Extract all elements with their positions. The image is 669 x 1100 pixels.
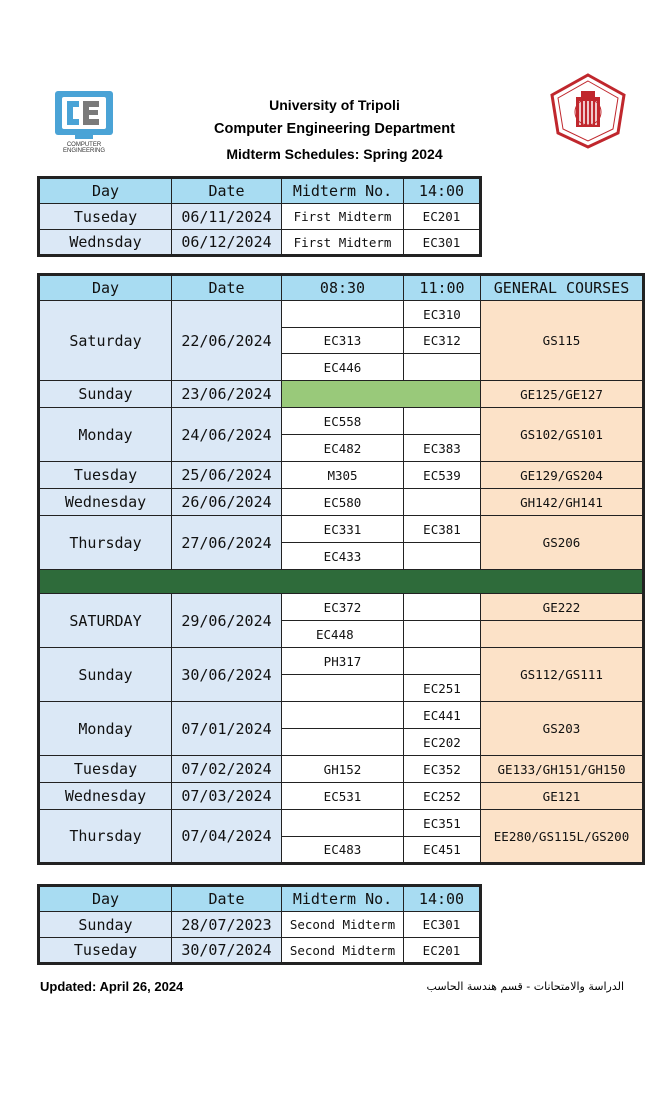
course-0830: EC531 — [282, 783, 404, 810]
general-course: GS102/GS101 — [481, 408, 644, 462]
course-0830 — [282, 675, 404, 702]
date-cell: 27/06/2024 — [172, 516, 282, 570]
general-course: GE222 — [481, 594, 644, 621]
general-course: GE129/GS204 — [481, 462, 644, 489]
day-cell: Monday — [39, 702, 172, 756]
day-cell: Tuseday — [39, 204, 172, 230]
general-course: GE121 — [481, 783, 644, 810]
midterm-cell: Second Midterm — [282, 912, 404, 938]
day-cell: Wednesday — [39, 489, 172, 516]
header-day: Day — [39, 178, 172, 204]
course-0830 — [282, 301, 404, 328]
date-cell: 07/04/2024 — [172, 810, 282, 864]
course-0830: EC433 — [282, 543, 404, 570]
no-exam-slot — [282, 381, 481, 408]
day-cell: Thursday — [39, 810, 172, 864]
day-cell: Tuseday — [39, 938, 172, 964]
general-course: EE280/GS115L/GS200 — [481, 810, 644, 864]
date-cell: 24/06/2024 — [172, 408, 282, 462]
course-0830: PH317 — [282, 648, 404, 675]
course-1100 — [404, 489, 481, 516]
day-cell: Wednesday — [39, 783, 172, 810]
date-cell: 07/01/2024 — [172, 702, 282, 756]
date-cell: 25/06/2024 — [172, 462, 282, 489]
course-1100: EC251 — [404, 675, 481, 702]
course-0830: GH152 — [282, 756, 404, 783]
header-day: Day — [39, 275, 172, 301]
date-cell: 30/06/2024 — [172, 648, 282, 702]
course-1100 — [404, 621, 481, 648]
general-course: GS203 — [481, 702, 644, 756]
day-cell: Wednsday — [39, 230, 172, 256]
header-general: GENERAL COURSES — [481, 275, 644, 301]
week-separator — [39, 570, 644, 594]
course-0830: EC483 — [282, 837, 404, 864]
day-cell: Saturday — [39, 301, 172, 381]
course-0830: EC448 — [282, 621, 404, 648]
department-footer: الدراسة والامتحانات - قسم هندسة الحاسب — [426, 980, 624, 993]
general-course: GE133/GH151/GH150 — [481, 756, 644, 783]
header-time: 14:00 — [404, 178, 481, 204]
course-1100 — [404, 648, 481, 675]
course-0830: M305 — [282, 462, 404, 489]
university-name: University of Tripoli — [269, 97, 400, 113]
day-cell: Sunday — [39, 648, 172, 702]
course-0830 — [282, 702, 404, 729]
general-course: GE125/GE127 — [481, 381, 644, 408]
day-cell: Tuesday — [39, 462, 172, 489]
date-cell: 30/07/2024 — [172, 938, 282, 964]
course-0830: EC482 — [282, 435, 404, 462]
header-date: Date — [172, 178, 282, 204]
midterm-cell: First Midterm — [282, 230, 404, 256]
day-cell: Sunday — [39, 381, 172, 408]
course-cell: EC301 — [404, 912, 481, 938]
course-1100: EC383 — [404, 435, 481, 462]
day-cell: Thursday — [39, 516, 172, 570]
course-1100 — [404, 543, 481, 570]
date-cell: 23/06/2024 — [172, 381, 282, 408]
course-1100 — [404, 354, 481, 381]
course-1100 — [404, 594, 481, 621]
course-1100: EC539 — [404, 462, 481, 489]
general-course: GS206 — [481, 516, 644, 570]
document-header — [0, 95, 669, 166]
updated-date: Updated: April 26, 2024 — [40, 979, 184, 994]
header-midterm: Midterm No. — [282, 178, 404, 204]
course-1100: EC381 — [404, 516, 481, 543]
course-1100: EC252 — [404, 783, 481, 810]
schedule-title: Midterm Schedules: Spring 2024 — [226, 146, 443, 162]
course-0830: EC313 — [282, 328, 404, 354]
department-name: Computer Engineering Department — [214, 121, 455, 137]
header-day: Day — [39, 886, 172, 912]
course-1100: EC352 — [404, 756, 481, 783]
course-0830: EC580 — [282, 489, 404, 516]
course-1100: EC310 — [404, 301, 481, 328]
header-date: Date — [172, 886, 282, 912]
date-cell: 07/02/2024 — [172, 756, 282, 783]
date-cell: 28/07/2023 — [172, 912, 282, 938]
course-0830 — [282, 729, 404, 756]
course-0830: EC558 — [282, 408, 404, 435]
midterm-cell: First Midterm — [282, 204, 404, 230]
date-cell: 06/11/2024 — [172, 204, 282, 230]
logo-text-1: COMPUTER — [66, 142, 102, 148]
date-cell: 22/06/2024 — [172, 301, 282, 381]
general-course: GS112/GS111 — [481, 648, 644, 702]
day-cell: Tuesday — [39, 756, 172, 783]
course-1100: EC202 — [404, 729, 481, 756]
general-course: GH142/GH141 — [481, 489, 644, 516]
course-0830: EC446 — [282, 354, 404, 381]
date-cell: 26/06/2024 — [172, 489, 282, 516]
date-cell: 29/06/2024 — [172, 594, 282, 648]
course-cell: EC201 — [404, 204, 481, 230]
day-cell: SATURDAY — [39, 594, 172, 648]
header-0830: 08:30 — [282, 275, 404, 301]
course-cell: EC301 — [404, 230, 481, 256]
course-1100: EC351 — [404, 810, 481, 837]
general-course-empty — [481, 621, 644, 648]
course-1100: EC312 — [404, 328, 481, 354]
course-0830: EC331 — [282, 516, 404, 543]
course-1100: EC441 — [404, 702, 481, 729]
course-1100 — [404, 408, 481, 435]
course-0830: EC372 — [282, 594, 404, 621]
header-1100: 11:00 — [404, 275, 481, 301]
main-schedule-table — [37, 273, 645, 865]
day-cell: Sunday — [39, 912, 172, 938]
date-cell: 06/12/2024 — [172, 230, 282, 256]
general-course: GS115 — [481, 301, 644, 381]
course-1100: EC451 — [404, 837, 481, 864]
logo-text-2: ENGINEERING — [62, 148, 106, 153]
course-0830 — [282, 810, 404, 837]
midterm-cell: Second Midterm — [282, 938, 404, 964]
header-date: Date — [172, 275, 282, 301]
second-midterm-table — [37, 884, 482, 965]
header-midterm: Midterm No. — [282, 886, 404, 912]
day-cell: Monday — [39, 408, 172, 462]
first-midterm-table — [37, 176, 482, 257]
date-cell: 07/03/2024 — [172, 783, 282, 810]
course-cell: EC201 — [404, 938, 481, 964]
header-time: 14:00 — [404, 886, 481, 912]
